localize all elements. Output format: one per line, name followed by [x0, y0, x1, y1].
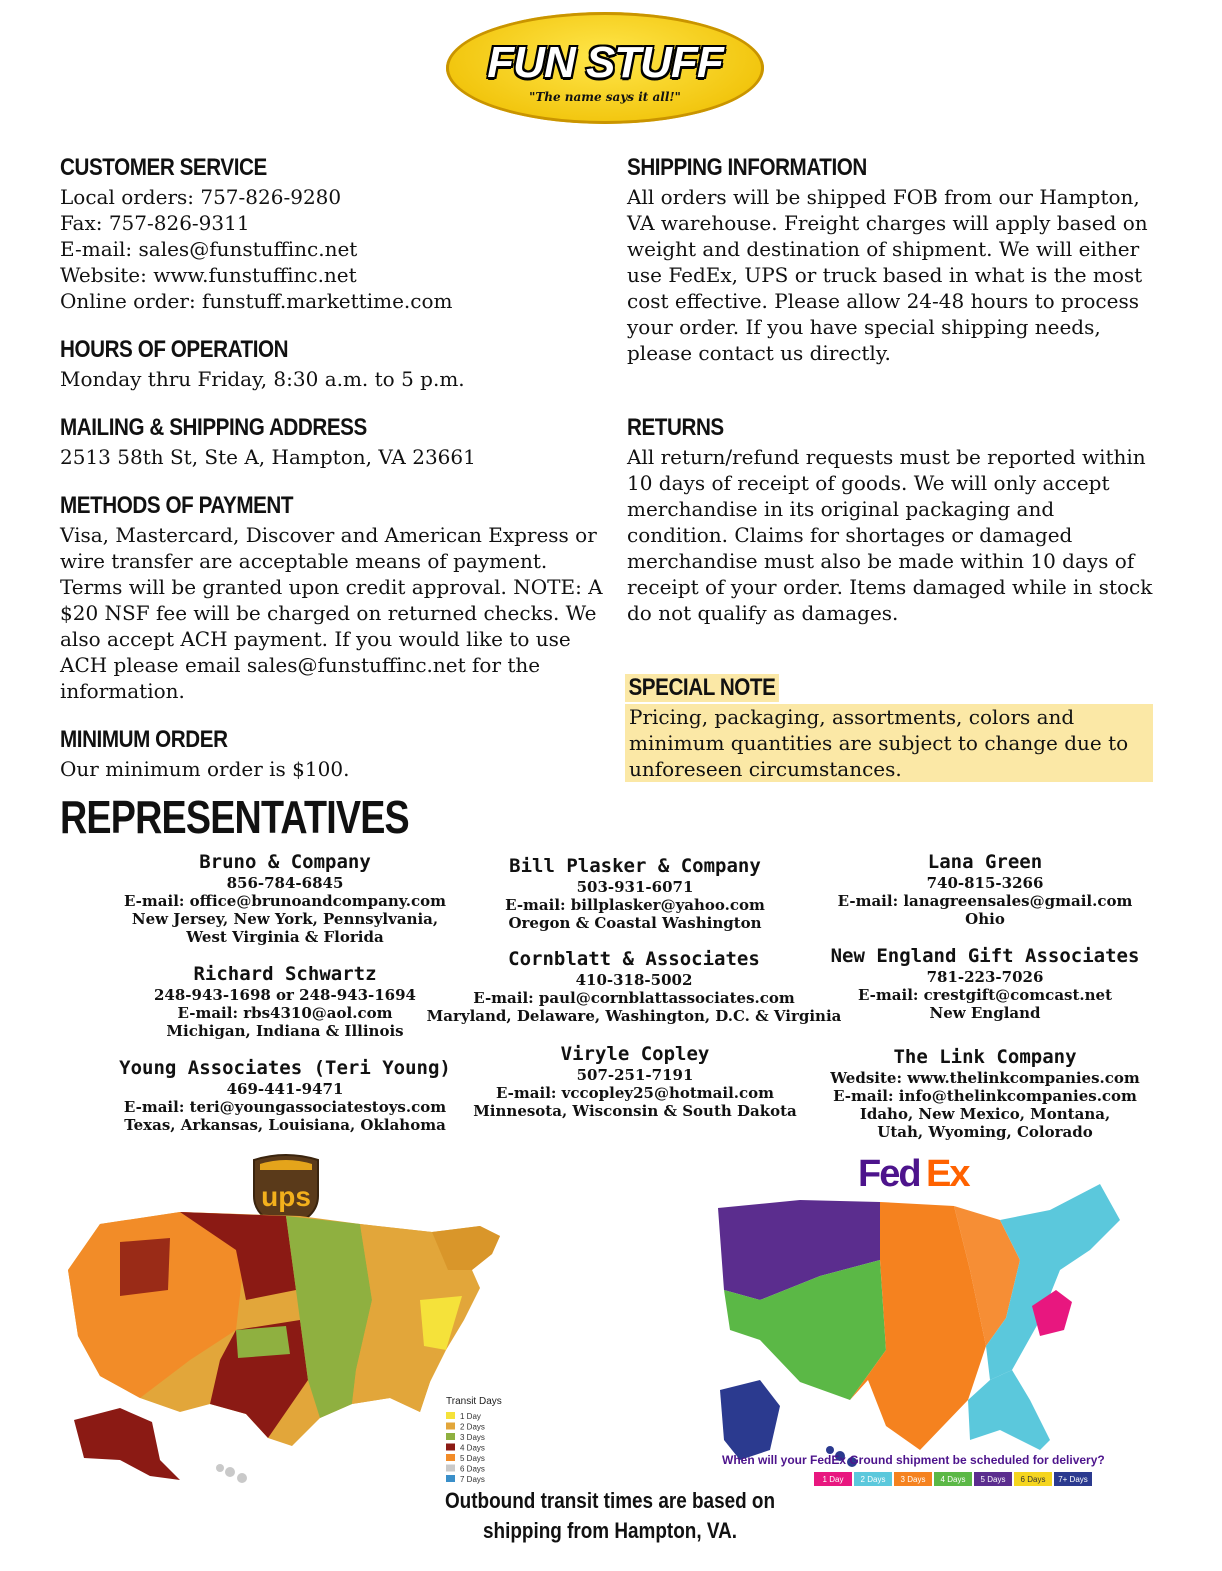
rep-card [460, 854, 810, 932]
logo-tagline: "The name says it all!" [529, 90, 681, 104]
representatives-heading: REPRESENTATIVES [60, 791, 409, 843]
transit-caption [412, 1486, 808, 1546]
rep-card [90, 1056, 480, 1134]
legend-label: 1 Day [460, 1412, 481, 1421]
rep-email[interactable]: E-mail: crestgift@comcast.net [857, 986, 1113, 1004]
fedex-logo [858, 1153, 970, 1195]
rep-email[interactable]: E-mail: info@thelinkcompanies.com [833, 1087, 1137, 1105]
rep-territory: Utah, Wyoming, Colorado [877, 1123, 1093, 1141]
rep-territory: Maryland, Delaware, Washington, D.C. & Virginia [426, 1007, 842, 1025]
rep-card [410, 947, 858, 1025]
returns-heading: RETURNS [627, 414, 724, 441]
rep-card [460, 1042, 810, 1120]
rep-email[interactable]: E-mail: office@brunoandcompany.com [123, 892, 447, 910]
fedex-logo-fed: Fed [858, 1153, 920, 1195]
rep-phone: 507-251-7191 [576, 1066, 694, 1084]
email-line[interactable]: E-mail: sales@funstuffinc.net [60, 237, 358, 261]
fax-line: Fax: 757-826-9311 [60, 211, 250, 235]
rep-name: Richard Schwartz [193, 963, 377, 985]
address-section [60, 414, 610, 470]
legend-label: 6 Days [1020, 1475, 1046, 1484]
customer-service-section [60, 154, 610, 314]
hours-text: Monday thru Friday, 8:30 a.m. to 5 p.m. [60, 367, 465, 391]
legend-swatch [446, 1475, 455, 1482]
shipping-section [627, 154, 1157, 366]
legend-label: 2 Days [860, 1475, 886, 1484]
rep-card [816, 1045, 1154, 1141]
rep-email[interactable]: E-mail: lanagreensales@gmail.com [837, 892, 1133, 910]
payment-text: Visa, Mastercard, Discover and American Express or wire transfer are acceptable means of payment. Terms will be granted upon credit approval. NOTE: A $20 NSF fee will be charged on returned checks. We also accept ACH payment. If you would like to use ACH please email sales@funstuffinc.net for the information. [60, 523, 603, 703]
legend-swatch [446, 1444, 455, 1451]
address-heading: MAILING & SHIPPING ADDRESS [60, 414, 367, 441]
rep-phone: 740-815-3266 [926, 874, 1044, 892]
caption-line-2: shipping from Hampton, VA. [482, 1518, 737, 1543]
fedex-legend [814, 1472, 1092, 1486]
legend-label: 1 Day [822, 1475, 844, 1484]
special-note-section [625, 674, 1153, 782]
rep-phone: 781-223-7026 [926, 968, 1044, 986]
rep-name: New England Gift Associates [830, 945, 1140, 967]
legend-label: 7+ Days [1058, 1475, 1088, 1484]
legend-label: 6 Days [460, 1464, 485, 1474]
minimum-order-heading: MINIMUM ORDER [60, 726, 228, 753]
legend-label: 4 Days [460, 1443, 485, 1453]
legend-label: 2 Days [460, 1422, 485, 1432]
logo-title: FUN STUFF [487, 38, 723, 87]
rep-phone: 469-441-9471 [226, 1080, 344, 1098]
rep-card [820, 944, 1150, 1022]
special-note-heading: SPECIAL NOTE [625, 674, 779, 702]
rep-name: Young Associates (Teri Young) [119, 1057, 451, 1079]
rep-phone: 410-318-5002 [575, 971, 693, 989]
local-orders-line: Local orders: 757-826-9280 [60, 185, 342, 209]
shipping-heading: SHIPPING INFORMATION [627, 154, 867, 181]
online-order-line[interactable]: Online order: funstuff.markettime.com [60, 289, 453, 313]
rep-email[interactable]: E-mail: rbs4310@aol.com [177, 1004, 393, 1022]
hours-section [60, 336, 610, 392]
fedex-logo-ex: Ex [926, 1153, 969, 1195]
returns-section [627, 414, 1157, 626]
rep-territory: New England [929, 1004, 1041, 1022]
rep-territory: Oregon & Coastal Washington [508, 914, 762, 932]
legend-swatch [446, 1433, 455, 1440]
rep-territory: Ohio [965, 910, 1005, 928]
fun-stuff-logo [446, 12, 764, 124]
rep-email[interactable]: E-mail: teri@youngassociatestoys.com [123, 1098, 447, 1116]
hours-heading: HOURS OF OPERATION [60, 336, 289, 363]
rep-card [820, 850, 1150, 928]
rep-name: Cornblatt & Associates [508, 948, 760, 970]
payment-heading: METHODS OF PAYMENT [60, 492, 294, 519]
minimum-order-text: Our minimum order is $100. [60, 757, 350, 781]
rep-territory: Minnesota, Wisconsin & South Dakota [473, 1102, 797, 1120]
rep-name: Viryle Copley [560, 1043, 710, 1065]
payment-section [60, 492, 608, 704]
rep-email[interactable]: E-mail: vccopley25@hotmail.com [495, 1084, 775, 1102]
caption-line-1: Outbound transit times are based on [444, 1488, 776, 1513]
shipping-text: All orders will be shipped FOB from our Hampton, VA warehouse. Freight charges will apply based on weight and destination of shipment. We will either use FedEx, UPS or truck based in what is the most cost effective. Please allow 24-48 hours to process your order. If you have special shipping needs, please contact us directly. [627, 185, 1148, 365]
ups-map-graphic [60, 1150, 530, 1490]
customer-service-heading: CUSTOMER SERVICE [60, 154, 267, 181]
rep-territory: Texas, Arkansas, Louisiana, Oklahoma [124, 1116, 446, 1134]
rep-phone: 248-943-1698 or 248-943-1694 [154, 986, 416, 1004]
legend-swatch [446, 1412, 455, 1419]
fedex-map-graphic [700, 1150, 1160, 1490]
rep-territory: Idaho, New Mexico, Montana, [859, 1105, 1111, 1123]
ups-legend [446, 1396, 502, 1484]
minimum-order-section [60, 726, 610, 782]
legend-label: 5 Days [980, 1475, 1006, 1484]
legend-swatch [446, 1465, 455, 1472]
rep-territory: New Jersey, New York, Pennsylvania, [131, 910, 439, 928]
rep-phone: 856-784-6845 [226, 874, 344, 892]
legend-label: 5 Days [460, 1454, 485, 1463]
ups-legend-title: Transit Days [446, 1396, 502, 1407]
rep-territory: West Virginia & Florida [186, 928, 384, 946]
rep-email[interactable]: E-mail: paul@cornblattassociates.com [473, 989, 795, 1007]
fedex-transit-map [700, 1150, 1160, 1490]
address-text: 2513 58th St, Ste A, Hampton, VA 23661 [60, 445, 476, 469]
legend-swatch [446, 1423, 455, 1430]
ups-logo-text: ups [261, 1181, 311, 1212]
rep-name: Bill Plasker & Company [509, 855, 761, 877]
rep-name: Lana Green [927, 851, 1043, 873]
legend-label: 4 Days [940, 1475, 966, 1484]
legend-label: 7 Days [460, 1475, 485, 1484]
rep-email[interactable]: E-mail: billplasker@yahoo.com [505, 896, 765, 914]
website-line[interactable]: Website: www.funstuffinc.net [60, 263, 357, 287]
special-note-text: Pricing, packaging, assortments, colors and minimum quantities are subject to change due to unforeseen circumstances. [625, 704, 1153, 782]
legend-swatch [446, 1454, 455, 1461]
rep-website[interactable]: Wedsite: www.thelinkcompanies.com [830, 1069, 1140, 1087]
rep-card [100, 850, 470, 946]
returns-text: All return/refund requests must be reported within 10 days of receipt of goods. We will only accept merchandise in its original packaging and condition. Claims for shortages or damaged merchandise must also be made within 10 days of receipt of your order. Items damaged while in stock do not qualify as damages. [627, 445, 1153, 625]
ups-transit-map [60, 1150, 530, 1490]
legend-label: 3 Days [460, 1433, 485, 1442]
rep-phone: 503-931-6071 [576, 878, 694, 896]
rep-name: Bruno & Company [199, 851, 371, 873]
rep-territory: Michigan, Indiana & Illinois [166, 1022, 404, 1040]
fedex-question: When will your FedEx Ground shipment be scheduled for delivery? [722, 1453, 1105, 1467]
rep-name: The Link Company [893, 1046, 1077, 1068]
legend-label: 3 Days [900, 1475, 926, 1484]
